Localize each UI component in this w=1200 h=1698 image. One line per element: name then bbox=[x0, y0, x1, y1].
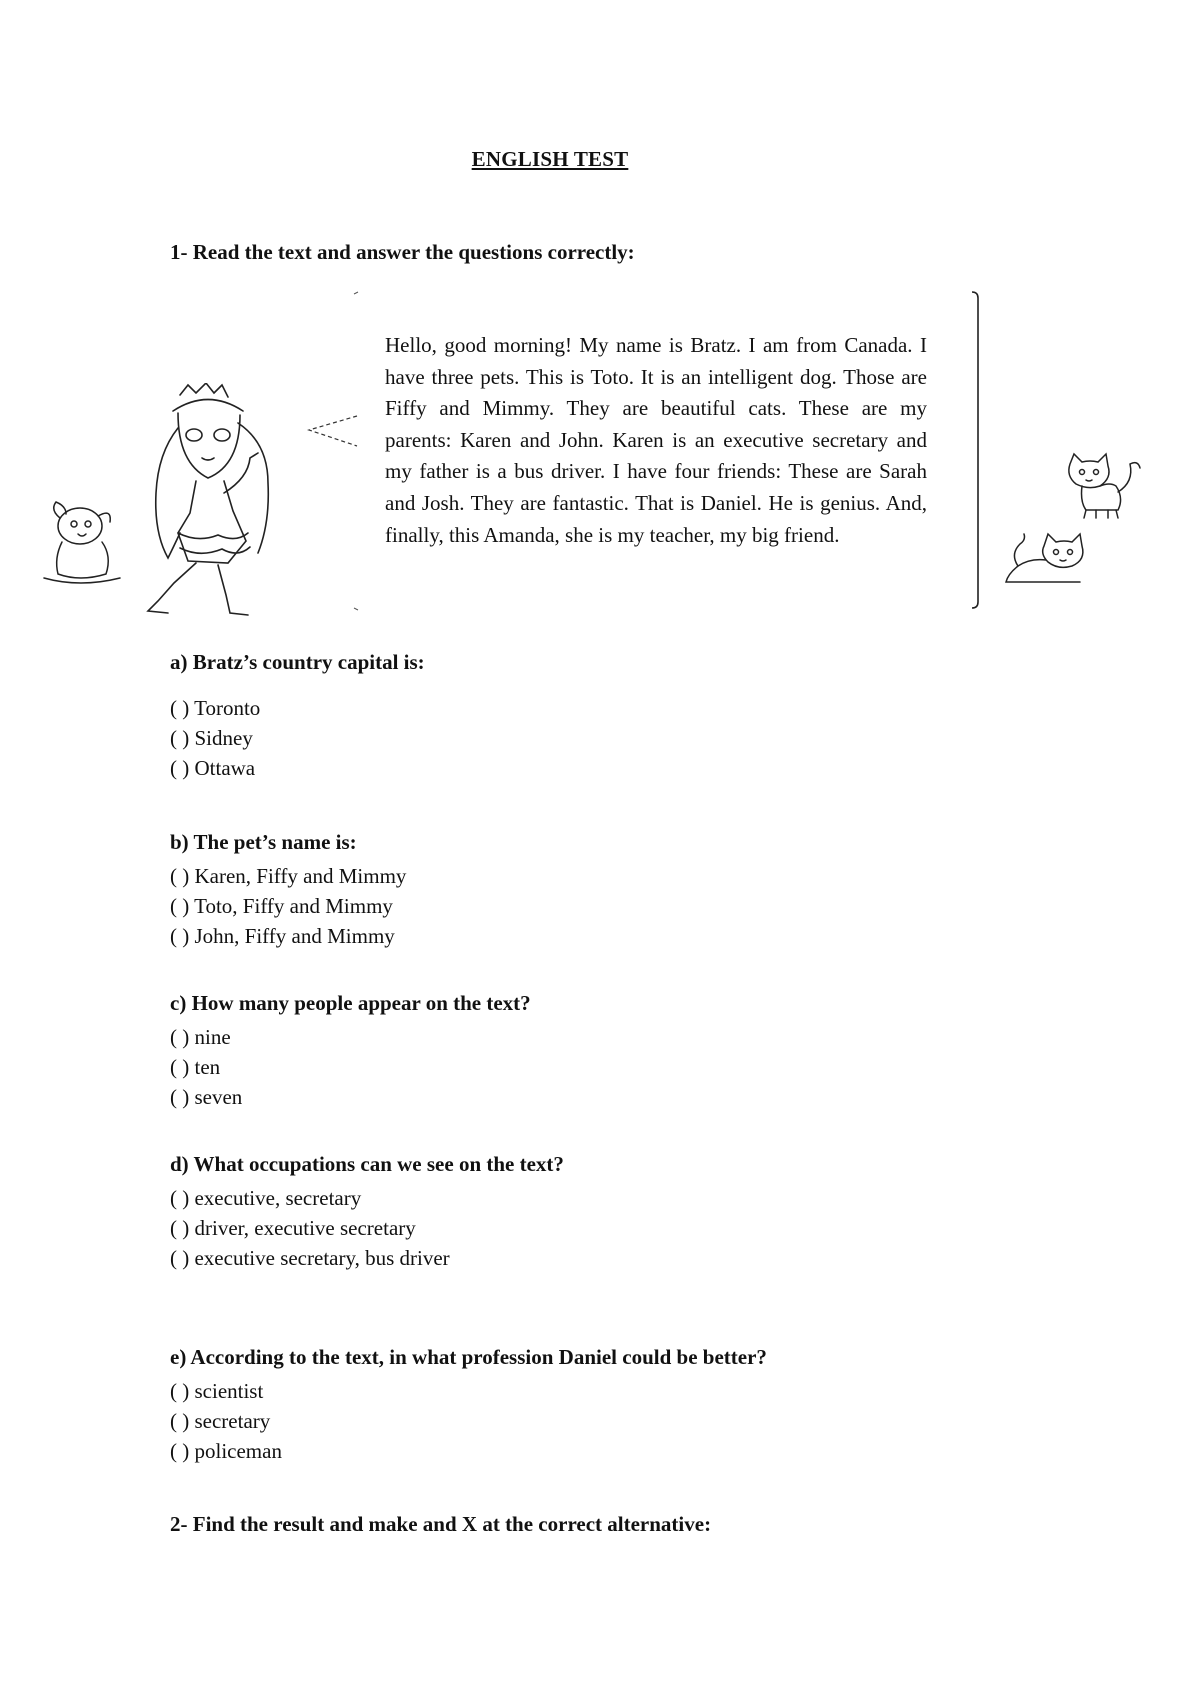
question-c-option-1[interactable]: ( ) nine bbox=[170, 1025, 231, 1049]
dog-illustration bbox=[40, 498, 130, 588]
question-e bbox=[170, 1345, 767, 1466]
question-c-text: c) How many people appear on the text? bbox=[170, 991, 531, 1015]
question-d-text: d) What occupations can we see on the text? bbox=[170, 1152, 564, 1176]
question-d-option-1[interactable]: ( ) executive, secretary bbox=[170, 1186, 362, 1210]
question-a bbox=[170, 650, 425, 783]
question-b-option-1[interactable]: ( ) Karen, Fiffy and Mimmy bbox=[170, 864, 407, 888]
question-a-text: a) Bratz’s country capital is: bbox=[170, 650, 425, 674]
question-c-option-3[interactable]: ( ) seven bbox=[170, 1085, 243, 1109]
question-b-option-3[interactable]: ( ) John, Fiffy and Mimmy bbox=[170, 924, 395, 948]
question-d-option-2[interactable]: ( ) driver, executive secretary bbox=[170, 1216, 416, 1240]
speech-pointer bbox=[305, 412, 360, 452]
question-a-option-1[interactable]: ( ) Toronto bbox=[170, 696, 261, 720]
question-b bbox=[170, 830, 406, 951]
page-title: ENGLISH TEST bbox=[471, 147, 629, 171]
question-e-option-1[interactable]: ( ) scientist bbox=[170, 1379, 264, 1403]
question-a-option-3[interactable]: ( ) Ottawa bbox=[170, 756, 256, 780]
reading-passage: Hello, good morning! My name is Bratz. I am from Canada. I have three pets. This is Toto. It is an intelligent dog. Those are Fiffy and Mimmy. They are beautiful cats. These are my parents: Karen and John. Karen is an executive secretary and my father is a bus driver. I have four friends: These are Sarah and Josh. They are fantastic. That is Daniel. He is genius. And, finally, this Amanda, she is my teacher, my big friend. bbox=[385, 333, 927, 547]
question-b-option-2[interactable]: ( ) Toto, Fiffy and Mimmy bbox=[170, 894, 393, 918]
cat-illustration bbox=[1060, 452, 1145, 522]
question-a-option-2[interactable]: ( ) Sidney bbox=[170, 726, 253, 750]
question-c-option-2[interactable]: ( ) ten bbox=[170, 1055, 221, 1079]
question-e-option-3[interactable]: ( ) policeman bbox=[170, 1439, 282, 1463]
section-2-heading: 2- Find the result and make and X at the correct alternative: bbox=[170, 1512, 712, 1536]
question-b-text: b) The pet’s name is: bbox=[170, 830, 357, 854]
passage-right-bracket bbox=[970, 290, 982, 610]
question-e-text: e) According to the text, in what profession Daniel could be better? bbox=[170, 1345, 767, 1369]
kitten-illustration bbox=[1000, 530, 1090, 590]
section-1-heading: 1- Read the text and answer the questions correctly: bbox=[170, 240, 635, 264]
question-d bbox=[170, 1152, 564, 1273]
question-e-option-2[interactable]: ( ) secretary bbox=[170, 1409, 271, 1433]
question-d-option-3[interactable]: ( ) executive secretary, bus driver bbox=[170, 1246, 450, 1270]
question-c bbox=[170, 991, 531, 1112]
